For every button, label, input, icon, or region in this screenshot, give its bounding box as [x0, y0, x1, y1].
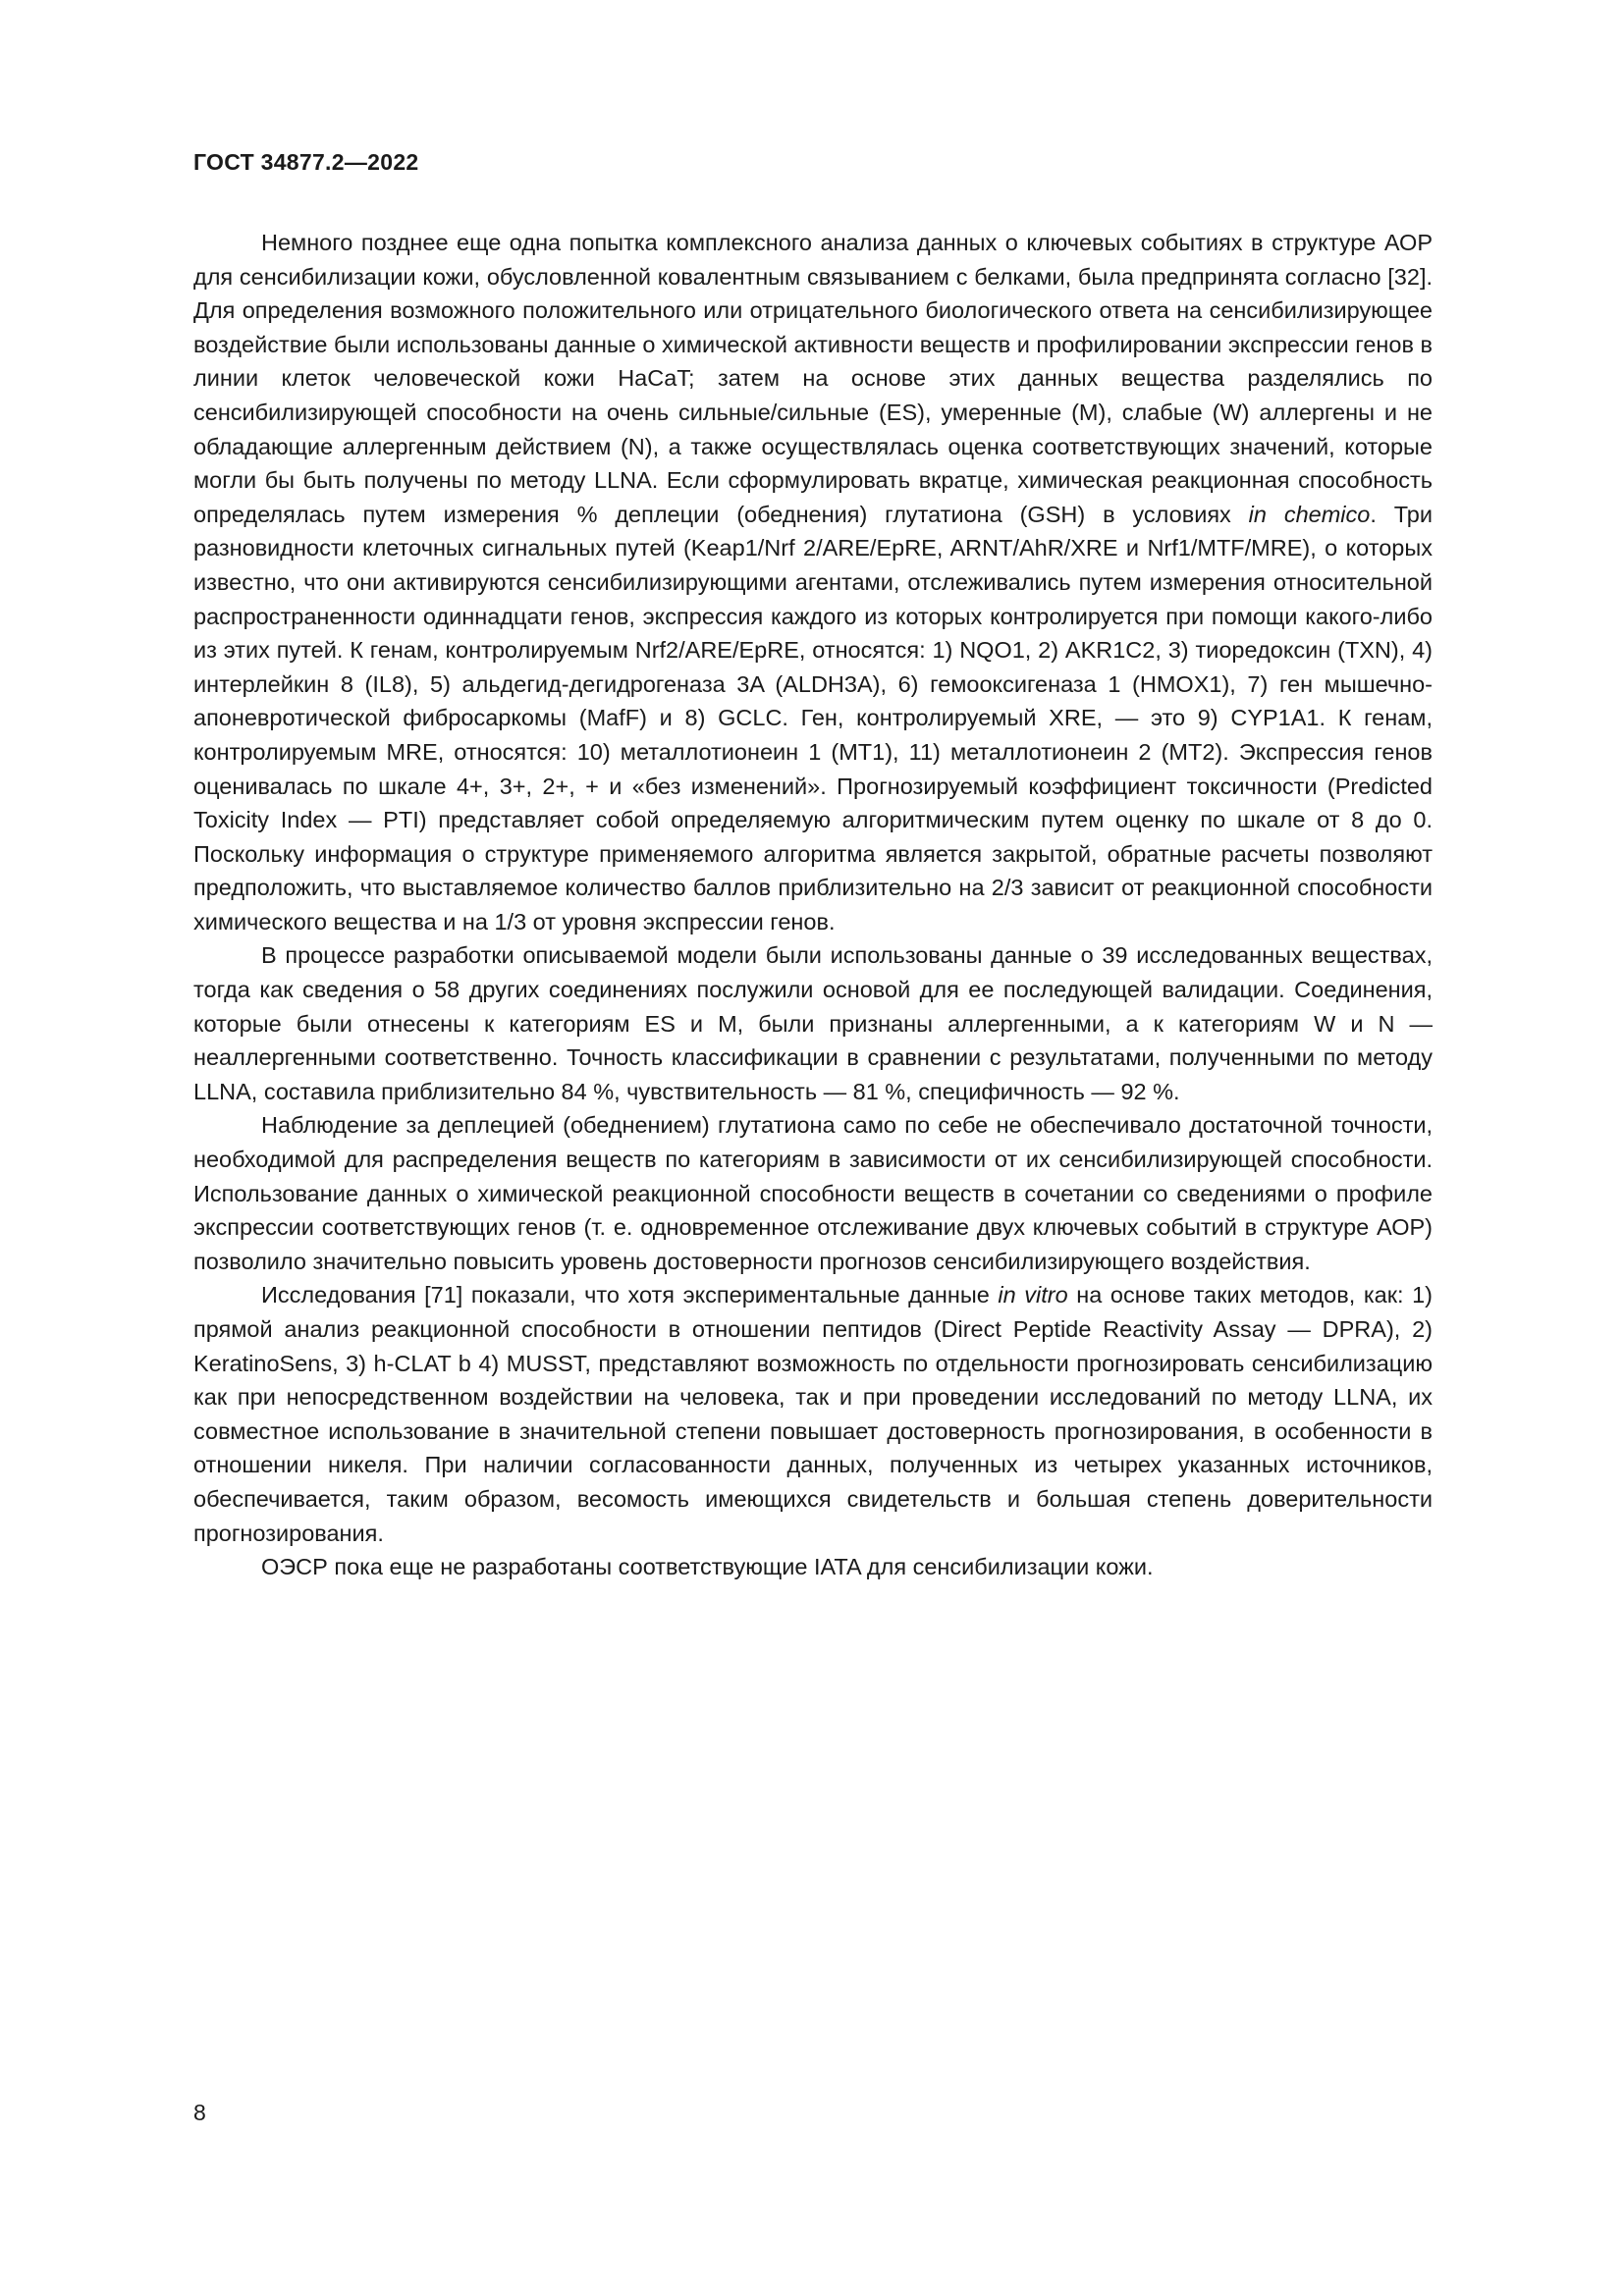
paragraph-4-italic-term: in vitro — [998, 1282, 1068, 1308]
paragraph-5 — [193, 1550, 1433, 1584]
page-number: 8 — [193, 2100, 206, 2125]
paragraph-3 — [193, 1108, 1433, 1278]
body-text — [193, 226, 1433, 1584]
paragraph-1-text-b: . Три разновидности клеточных сигнальных путей (Keap1/Nrf 2/ARE/EpRE, ARNT/AhR/XRE и Nrf1/MTF/MRE), о которых известно, что они активируются сенсибилизирующими агентами, отслеживались путем измерения относительной распространенности одиннадцати генов, экспрессия каждого из которых контролируется при помощи какого-либо из этих путей. К генам, контролируемым Nrf2/ARE/EpRE, относятся: 1) NQO1, 2) AKR1C2, 3) тиоредоксин (TXN), 4) интерлейкин 8 (IL8), 5) альдегид-дегидрогеназа 3A (ALDH3A), 6) гемооксигеназа 1 (HMOX1), 7) ген мышечно-апоневротической фибросаркомы (MafF) и 8) GCLC. Ген, контролируемый XRE, — это 9) CYP1A1. К генам, контролируемым MRE, относятся: 10) металлотионеин 1 (MT1), 11) металлотионеин 2 (MT2). Экспрессия генов оценивалась по шкале 4+, 3+, 2+, + и «без изменений». Прогнозируемый коэффициент токсичности (Predicted Toxicity Index — PTI) представляет собой определяемую алгоритмическим путем оценку по шкале от 8 до 0. Поскольку информация о структуре применяемого алгоритма является закрытой, обратные расчеты позволяют предположить, что выставляемое количество баллов приблизительно на 2/3 зависит от реакционной способности химического вещества и на 1/3 от уровня экспрессии генов. — [193, 501, 1433, 934]
paragraph-4 — [193, 1278, 1433, 1550]
standard-code-header: ГОСТ 34877.2—2022 — [193, 149, 419, 175]
paragraph-1-italic-term: in chemico — [1248, 501, 1371, 527]
paragraph-2-text: В процессе разработки описываемой модели были использованы данные о 39 исследованных веществах, тогда как сведения о 58 других соединениях послужили основой для ее последующей валидации. Соединения, которые были отнесены к категориям ES и M, были признаны аллергенными, а к категориям W и N — неаллергенными соответственно. Точность классификации в сравнении с результатами, полученными по методу LLNA, составила приблизительно 84 %, чувствительность — 81 %, специфичность — 92 %. — [193, 942, 1433, 1104]
paragraph-4-text-b: на основе таких методов, как: 1) прямой анализ реакционной способности в отношении пептидов (Direct Peptide Reactivity Assay — DPRA), 2) KeratinoSens, 3) h-CLAT b 4) MUSST, представляют возможность по отдельности прогнозировать сенсибилизацию как при непосредственном воздействии на человека, так и при проведении исследований по методу LLNA, их совместное использование в значительной степени повышает достоверность прогнозирования, в особенности в отношении никеля. При наличии согласованности данных, полученных из четырех указанных источников, обеспечивается, таким образом, весомость имеющихся свидетельств и большая степень доверительности прогнозирования. — [193, 1282, 1433, 1546]
paragraph-4-text-a: Исследования [71] показали, что хотя экспериментальные данные — [261, 1282, 999, 1308]
paragraph-1-text-a: Немного позднее еще одна попытка комплексного анализа данных о ключевых событиях в структуре АОР для сенсибилизации кожи, обусловленной ковалентным связыванием с белками, была предпринята согласно [32]. Для определения возможного положительного или отрицательного биологического ответа на сенсибилизирующее воздействие были использованы данные о химической активности веществ и профилировании экспрессии генов в линии клеток человеческой кожи HaCaT; затем на основе этих данных вещества разделялись по сенсибилизирующей способности на очень сильные/сильные (ES), умеренные (M), слабые (W) аллергены и не обладающие аллергенным действием (N), а также осуществлялась оценка соответствующих значений, которые могли бы быть получены по методу LLNA. Если сформулировать вкратце, химическая реакционная способность определялась путем измерения % деплеции (обеднения) глутатиона (GSH) в условиях — [193, 230, 1433, 527]
paragraph-5-text: ОЭСР пока еще не разработаны соответствующие IATA для сенсибилизации кожи. — [261, 1554, 1154, 1580]
paragraph-1 — [193, 226, 1433, 938]
paragraph-2 — [193, 938, 1433, 1108]
paragraph-3-text: Наблюдение за деплецией (обеднением) глутатиона само по себе не обеспечивало достаточной точности, необходимой для распределения веществ по категориям в зависимости от их сенсибилизирующей способности. Использование данных о химической реакционной способности веществ в сочетании со сведениями о профиле экспрессии соответствующих генов (т. е. одновременное отслеживание двух ключевых событий в структуре АОР) позволило значительно повысить уровень достоверности прогнозов сенсибилизирующего воздействия. — [193, 1112, 1433, 1274]
